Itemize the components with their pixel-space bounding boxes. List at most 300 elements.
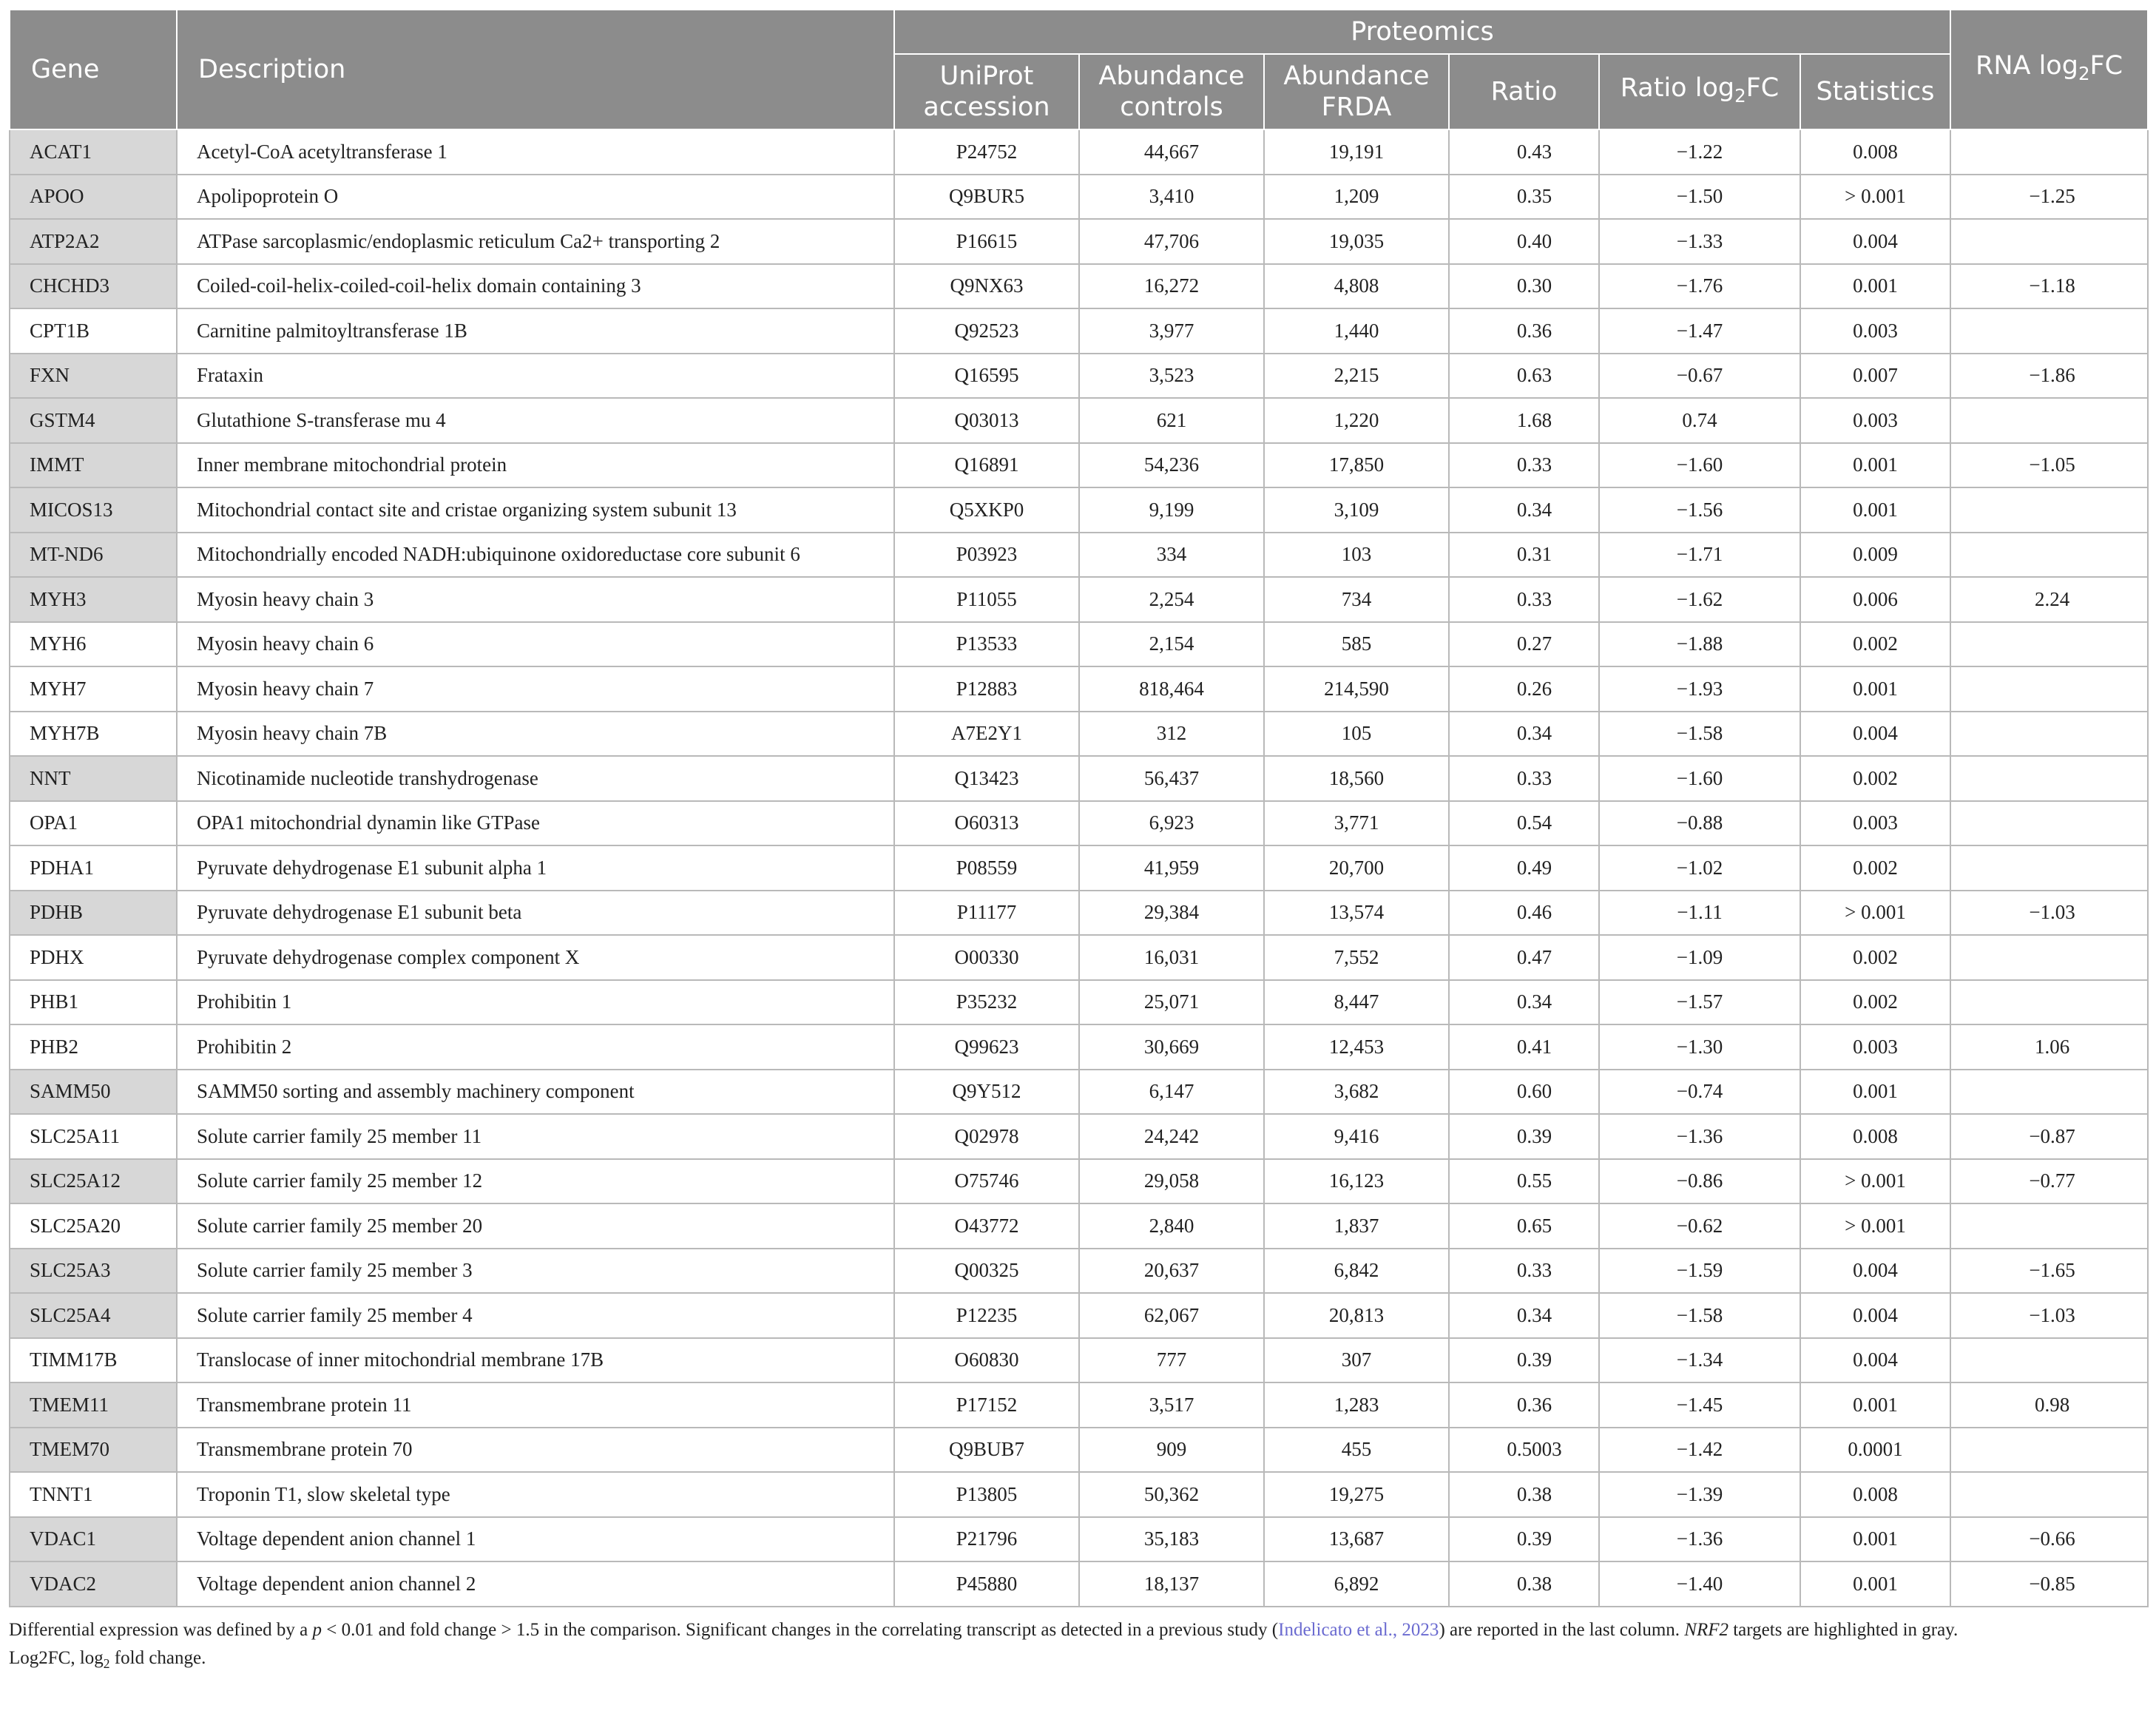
cell-ratio-log2fc: −1.93	[1599, 666, 1800, 712]
cell-statistics: 0.001	[1800, 1517, 1950, 1562]
cell-abundance-frda: 12,453	[1264, 1024, 1449, 1070]
cell-ratio-log2fc: 0.74	[1599, 398, 1800, 443]
cell-ratio-log2fc: −1.36	[1599, 1517, 1800, 1562]
cell-gene: IMMT	[10, 443, 177, 488]
table-row	[10, 666, 2148, 712]
cell-statistics: 0.001	[1800, 1070, 1950, 1115]
cell-ratio-log2fc: −1.62	[1599, 577, 1800, 622]
cell-description: Voltage dependent anion channel 2	[177, 1561, 894, 1607]
cell-ratio-log2fc: −1.50	[1599, 175, 1800, 220]
table-row	[10, 1293, 2148, 1338]
cell-statistics: 0.004	[1800, 1338, 1950, 1383]
cell-statistics: 0.001	[1800, 443, 1950, 488]
cell-description: Solute carrier family 25 member 11	[177, 1114, 894, 1159]
cell-ratio-log2fc: −1.42	[1599, 1428, 1800, 1473]
cell-statistics: 0.003	[1800, 398, 1950, 443]
cell-uniprot: A7E2Y1	[894, 712, 1079, 757]
cell-uniprot: Q13423	[894, 756, 1079, 801]
cell-rna-log2fc	[1950, 487, 2148, 533]
cell-uniprot: Q5XKP0	[894, 487, 1079, 533]
cell-abundance-frda: 8,447	[1264, 980, 1449, 1025]
cell-rna-log2fc	[1950, 666, 2148, 712]
table-row	[10, 129, 2148, 175]
cell-ratio-log2fc: −1.60	[1599, 756, 1800, 801]
cell-uniprot: P21796	[894, 1517, 1079, 1562]
cell-abundance-controls: 909	[1079, 1428, 1264, 1473]
cell-statistics: 0.007	[1800, 354, 1950, 399]
cell-ratio-log2fc: −1.09	[1599, 935, 1800, 980]
table-row	[10, 487, 2148, 533]
cell-description: Prohibitin 1	[177, 980, 894, 1025]
cell-rna-log2fc	[1950, 398, 2148, 443]
cell-uniprot: O75746	[894, 1159, 1079, 1204]
cell-ratio: 0.5003	[1449, 1428, 1599, 1473]
cell-statistics: > 0.001	[1800, 1159, 1950, 1204]
cell-abundance-frda: 1,209	[1264, 175, 1449, 220]
cell-ratio-log2fc: −1.39	[1599, 1472, 1800, 1517]
cell-ratio: 0.34	[1449, 1293, 1599, 1338]
cell-abundance-controls: 18,137	[1079, 1561, 1264, 1607]
cell-rna-log2fc	[1950, 712, 2148, 757]
table-row	[10, 756, 2148, 801]
proteomics-table	[9, 9, 2149, 1607]
cell-uniprot: P11055	[894, 577, 1079, 622]
cell-abundance-controls: 41,959	[1079, 845, 1264, 891]
cell-abundance-controls: 44,667	[1079, 129, 1264, 175]
cell-abundance-controls: 47,706	[1079, 219, 1264, 264]
cell-rna-log2fc	[1950, 1428, 2148, 1473]
cell-abundance-frda: 585	[1264, 622, 1449, 667]
cell-ratio-log2fc: −1.58	[1599, 1293, 1800, 1338]
cell-description: Pyruvate dehydrogenase complex component X	[177, 935, 894, 980]
table-row	[10, 1024, 2148, 1070]
cell-description: Carnitine palmitoyltransferase 1B	[177, 308, 894, 354]
cell-rna-log2fc	[1950, 129, 2148, 175]
cell-abundance-controls: 818,464	[1079, 666, 1264, 712]
cell-abundance-frda: 4,808	[1264, 264, 1449, 309]
cell-gene: PHB2	[10, 1024, 177, 1070]
cell-description: Transmembrane protein 70	[177, 1428, 894, 1473]
cell-abundance-controls: 777	[1079, 1338, 1264, 1383]
cell-description: Voltage dependent anion channel 1	[177, 1517, 894, 1562]
cell-description: Mitochondrially encoded NADH:ubiquinone oxidoreductase core subunit 6	[177, 533, 894, 578]
cell-uniprot: Q16891	[894, 443, 1079, 488]
cell-abundance-frda: 19,191	[1264, 129, 1449, 175]
cell-gene: MYH3	[10, 577, 177, 622]
cell-abundance-controls: 3,517	[1079, 1382, 1264, 1428]
table-row	[10, 712, 2148, 757]
cell-abundance-frda: 16,123	[1264, 1159, 1449, 1204]
cell-ratio: 0.34	[1449, 712, 1599, 757]
cell-abundance-controls: 62,067	[1079, 1293, 1264, 1338]
cell-abundance-frda: 105	[1264, 712, 1449, 757]
cell-rna-log2fc	[1950, 1338, 2148, 1383]
cell-uniprot: P12235	[894, 1293, 1079, 1338]
cell-ratio: 0.31	[1449, 533, 1599, 578]
cell-abundance-controls: 56,437	[1079, 756, 1264, 801]
cell-description: ATPase sarcoplasmic/endoplasmic reticulum Ca2+ transporting 2	[177, 219, 894, 264]
cell-ratio-log2fc: −0.86	[1599, 1159, 1800, 1204]
cell-abundance-controls: 334	[1079, 533, 1264, 578]
cell-gene: VDAC1	[10, 1517, 177, 1562]
cell-statistics: 0.003	[1800, 308, 1950, 354]
cell-ratio: 0.35	[1449, 175, 1599, 220]
cell-statistics: 0.004	[1800, 712, 1950, 757]
table-row	[10, 443, 2148, 488]
cell-abundance-frda: 3,109	[1264, 487, 1449, 533]
cell-statistics: 0.003	[1800, 1024, 1950, 1070]
cell-gene: TNNT1	[10, 1472, 177, 1517]
table-row	[10, 577, 2148, 622]
cell-ratio-log2fc: −0.62	[1599, 1203, 1800, 1249]
cell-statistics: 0.004	[1800, 219, 1950, 264]
cell-ratio: 0.39	[1449, 1114, 1599, 1159]
table-container	[9, 9, 2147, 1678]
cell-rna-log2fc: −1.05	[1950, 443, 2148, 488]
cell-statistics: 0.003	[1800, 801, 1950, 846]
cell-ratio: 0.36	[1449, 308, 1599, 354]
cell-abundance-controls: 29,384	[1079, 891, 1264, 936]
cell-uniprot: Q9BUB7	[894, 1428, 1079, 1473]
cell-uniprot: Q9NX63	[894, 264, 1079, 309]
cell-ratio: 1.68	[1449, 398, 1599, 443]
cell-statistics: 0.002	[1800, 980, 1950, 1025]
table-row	[10, 935, 2148, 980]
cell-statistics: 0.008	[1800, 1472, 1950, 1517]
table-row	[10, 1472, 2148, 1517]
cell-gene: PDHB	[10, 891, 177, 936]
cell-ratio: 0.36	[1449, 1382, 1599, 1428]
cell-description: Coiled-coil-helix-coiled-coil-helix domain containing 3	[177, 264, 894, 309]
table-row	[10, 1203, 2148, 1249]
cell-description: Solute carrier family 25 member 3	[177, 1249, 894, 1294]
cell-ratio: 0.40	[1449, 219, 1599, 264]
cell-rna-log2fc	[1950, 756, 2148, 801]
cell-statistics: > 0.001	[1800, 175, 1950, 220]
table-row	[10, 980, 2148, 1025]
cell-ratio-log2fc: −1.30	[1599, 1024, 1800, 1070]
cell-rna-log2fc: −1.18	[1950, 264, 2148, 309]
cell-statistics: 0.004	[1800, 1249, 1950, 1294]
cell-ratio-log2fc: −1.45	[1599, 1382, 1800, 1428]
cell-ratio: 0.34	[1449, 487, 1599, 533]
cell-statistics: 0.001	[1800, 666, 1950, 712]
cell-gene: SLC25A20	[10, 1203, 177, 1249]
cell-ratio: 0.47	[1449, 935, 1599, 980]
cell-statistics: 0.002	[1800, 622, 1950, 667]
cell-statistics: 0.0001	[1800, 1428, 1950, 1473]
cell-rna-log2fc	[1950, 308, 2148, 354]
cell-description: Frataxin	[177, 354, 894, 399]
cell-ratio-log2fc: −1.02	[1599, 845, 1800, 891]
cell-rna-log2fc	[1950, 980, 2148, 1025]
cell-rna-log2fc	[1950, 1203, 2148, 1249]
cell-gene: OPA1	[10, 801, 177, 846]
cell-abundance-frda: 1,837	[1264, 1203, 1449, 1249]
cell-abundance-controls: 25,071	[1079, 980, 1264, 1025]
cell-abundance-controls: 621	[1079, 398, 1264, 443]
cell-uniprot: Q03013	[894, 398, 1079, 443]
table-row	[10, 219, 2148, 264]
cell-description: SAMM50 sorting and assembly machinery component	[177, 1070, 894, 1115]
cell-gene: SAMM50	[10, 1070, 177, 1115]
cell-uniprot: P35232	[894, 980, 1079, 1025]
cell-abundance-frda: 7,552	[1264, 935, 1449, 980]
cell-ratio-log2fc: −0.88	[1599, 801, 1800, 846]
cell-abundance-controls: 6,147	[1079, 1070, 1264, 1115]
cell-description: Pyruvate dehydrogenase E1 subunit alpha 1	[177, 845, 894, 891]
cell-description: Prohibitin 2	[177, 1024, 894, 1070]
cell-statistics: > 0.001	[1800, 1203, 1950, 1249]
cell-ratio: 0.38	[1449, 1561, 1599, 1607]
cell-abundance-controls: 6,923	[1079, 801, 1264, 846]
cell-uniprot: P45880	[894, 1561, 1079, 1607]
cell-gene: TMEM70	[10, 1428, 177, 1473]
cell-ratio-log2fc: −1.47	[1599, 308, 1800, 354]
cell-statistics: 0.002	[1800, 935, 1950, 980]
cell-rna-log2fc: −1.25	[1950, 175, 2148, 220]
cell-gene: CHCHD3	[10, 264, 177, 309]
cell-abundance-frda: 3,682	[1264, 1070, 1449, 1115]
cell-uniprot: O00330	[894, 935, 1079, 980]
cell-gene: FXN	[10, 354, 177, 399]
cell-description: Pyruvate dehydrogenase E1 subunit beta	[177, 891, 894, 936]
cell-abundance-controls: 20,637	[1079, 1249, 1264, 1294]
cell-abundance-frda: 214,590	[1264, 666, 1449, 712]
cell-ratio: 0.41	[1449, 1024, 1599, 1070]
cell-uniprot: Q99623	[894, 1024, 1079, 1070]
cell-ratio-log2fc: −1.76	[1599, 264, 1800, 309]
cell-uniprot: Q16595	[894, 354, 1079, 399]
cell-statistics: 0.001	[1800, 487, 1950, 533]
cell-ratio-log2fc: −1.33	[1599, 219, 1800, 264]
cell-uniprot: P08559	[894, 845, 1079, 891]
header-gene: Gene	[10, 10, 177, 129]
cell-ratio-log2fc: −1.22	[1599, 129, 1800, 175]
cell-ratio-log2fc: −1.34	[1599, 1338, 1800, 1383]
cell-abundance-controls: 16,272	[1079, 264, 1264, 309]
cell-statistics: 0.001	[1800, 1561, 1950, 1607]
cell-abundance-frda: 455	[1264, 1428, 1449, 1473]
cell-abundance-frda: 17,850	[1264, 443, 1449, 488]
cell-abundance-controls: 312	[1079, 712, 1264, 757]
cell-gene: VDAC2	[10, 1561, 177, 1607]
cell-uniprot: O43772	[894, 1203, 1079, 1249]
table-row	[10, 891, 2148, 936]
cell-gene: GSTM4	[10, 398, 177, 443]
cell-ratio-log2fc: −1.57	[1599, 980, 1800, 1025]
cell-ratio: 0.39	[1449, 1517, 1599, 1562]
cell-ratio: 0.43	[1449, 129, 1599, 175]
cell-ratio: 0.39	[1449, 1338, 1599, 1383]
cell-abundance-frda: 1,220	[1264, 398, 1449, 443]
cell-rna-log2fc	[1950, 1070, 2148, 1115]
cell-abundance-frda: 13,687	[1264, 1517, 1449, 1562]
cell-gene: TIMM17B	[10, 1338, 177, 1383]
cell-ratio-log2fc: −1.11	[1599, 891, 1800, 936]
cell-ratio-log2fc: −1.40	[1599, 1561, 1800, 1607]
cell-abundance-controls: 3,977	[1079, 308, 1264, 354]
header-uniprot: UniProt accession	[894, 54, 1079, 129]
cell-uniprot: P24752	[894, 129, 1079, 175]
cell-statistics: 0.008	[1800, 1114, 1950, 1159]
cell-ratio: 0.60	[1449, 1070, 1599, 1115]
cell-ratio-log2fc: −1.56	[1599, 487, 1800, 533]
cell-description: Solute carrier family 25 member 20	[177, 1203, 894, 1249]
cell-gene: NNT	[10, 756, 177, 801]
cell-abundance-frda: 3,771	[1264, 801, 1449, 846]
cell-abundance-frda: 18,560	[1264, 756, 1449, 801]
cell-gene: ACAT1	[10, 129, 177, 175]
cell-abundance-controls: 3,523	[1079, 354, 1264, 399]
cell-gene: MYH7	[10, 666, 177, 712]
cell-abundance-controls: 2,154	[1079, 622, 1264, 667]
cell-statistics: 0.006	[1800, 577, 1950, 622]
table-row	[10, 354, 2148, 399]
footnote-line-1: Differential expression was defined by a p < 0.01 and fold change > 1.5 in the comparison. Significant changes in the correlating transcript as detected in a previous study (Indelicato et al., 2023) are reported in the last column. NRF2 targets are highlighted in gray.	[9, 1619, 1959, 1640]
cell-abundance-controls: 30,669	[1079, 1024, 1264, 1070]
cell-abundance-controls: 16,031	[1079, 935, 1264, 980]
cell-gene: SLC25A11	[10, 1114, 177, 1159]
cell-ratio-log2fc: −1.36	[1599, 1114, 1800, 1159]
table-row	[10, 308, 2148, 354]
cell-ratio: 0.63	[1449, 354, 1599, 399]
cell-abundance-controls: 9,199	[1079, 487, 1264, 533]
cell-ratio: 0.38	[1449, 1472, 1599, 1517]
cell-abundance-frda: 307	[1264, 1338, 1449, 1383]
cell-description: Acetyl-CoA acetyltransferase 1	[177, 129, 894, 175]
cell-rna-log2fc: −1.03	[1950, 1293, 2148, 1338]
cell-statistics: 0.004	[1800, 1293, 1950, 1338]
cell-statistics: 0.001	[1800, 1382, 1950, 1428]
cell-abundance-frda: 6,842	[1264, 1249, 1449, 1294]
table-row	[10, 1561, 2148, 1607]
cell-rna-log2fc: 0.98	[1950, 1382, 2148, 1428]
cell-uniprot: P03923	[894, 533, 1079, 578]
cell-abundance-frda: 103	[1264, 533, 1449, 578]
cell-abundance-frda: 20,813	[1264, 1293, 1449, 1338]
cell-uniprot: Q00325	[894, 1249, 1079, 1294]
cell-statistics: > 0.001	[1800, 891, 1950, 936]
cell-gene: SLC25A12	[10, 1159, 177, 1204]
cell-statistics: 0.008	[1800, 129, 1950, 175]
cell-rna-log2fc: −0.87	[1950, 1114, 2148, 1159]
cell-description: Apolipoprotein O	[177, 175, 894, 220]
cell-abundance-controls: 35,183	[1079, 1517, 1264, 1562]
table-row	[10, 175, 2148, 220]
cell-abundance-controls: 2,254	[1079, 577, 1264, 622]
cell-uniprot: P12883	[894, 666, 1079, 712]
cell-rna-log2fc	[1950, 801, 2148, 846]
cell-gene: APOO	[10, 175, 177, 220]
cell-uniprot: P13805	[894, 1472, 1079, 1517]
cell-abundance-frda: 6,892	[1264, 1561, 1449, 1607]
cell-abundance-frda: 2,215	[1264, 354, 1449, 399]
header-abundance-frda: Abundance FRDA	[1264, 54, 1449, 129]
cell-description: Myosin heavy chain 7B	[177, 712, 894, 757]
table-row	[10, 1382, 2148, 1428]
table-row	[10, 264, 2148, 309]
cell-ratio-log2fc: −1.60	[1599, 443, 1800, 488]
cell-rna-log2fc	[1950, 935, 2148, 980]
cell-abundance-controls: 3,410	[1079, 175, 1264, 220]
reference-link[interactable]: Indelicato et al., 2023	[1278, 1619, 1439, 1640]
cell-statistics: 0.002	[1800, 845, 1950, 891]
cell-ratio-log2fc: −1.58	[1599, 712, 1800, 757]
cell-abundance-frda: 9,416	[1264, 1114, 1449, 1159]
header-ratio: Ratio	[1449, 54, 1599, 129]
cell-description: Mitochondrial contact site and cristae organizing system subunit 13	[177, 487, 894, 533]
footnote-line-2: Log2FC, $\log_2$ fold change.	[9, 1647, 206, 1671]
cell-gene: SLC25A4	[10, 1293, 177, 1338]
cell-description: Myosin heavy chain 7	[177, 666, 894, 712]
table-row	[10, 398, 2148, 443]
cell-rna-log2fc	[1950, 533, 2148, 578]
cell-rna-log2fc	[1950, 1472, 2148, 1517]
cell-statistics: 0.009	[1800, 533, 1950, 578]
cell-gene: MICOS13	[10, 487, 177, 533]
header-description: Description	[177, 10, 894, 129]
cell-ratio: 0.46	[1449, 891, 1599, 936]
cell-abundance-frda: 20,700	[1264, 845, 1449, 891]
cell-uniprot: P13533	[894, 622, 1079, 667]
cell-uniprot: O60313	[894, 801, 1079, 846]
cell-ratio: 0.30	[1449, 264, 1599, 309]
table-row	[10, 1070, 2148, 1115]
cell-uniprot: Q9BUR5	[894, 175, 1079, 220]
cell-description: Solute carrier family 25 member 12	[177, 1159, 894, 1204]
cell-description: Nicotinamide nucleotide transhydrogenase	[177, 756, 894, 801]
cell-abundance-frda: 19,035	[1264, 219, 1449, 264]
table-row	[10, 1114, 2148, 1159]
header-proteomics: Proteomics	[894, 10, 1950, 54]
cell-ratio-log2fc: −0.74	[1599, 1070, 1800, 1115]
cell-uniprot: P16615	[894, 219, 1079, 264]
cell-description: Solute carrier family 25 member 4	[177, 1293, 894, 1338]
cell-ratio-log2fc: −1.88	[1599, 622, 1800, 667]
cell-gene: MT-ND6	[10, 533, 177, 578]
cell-rna-log2fc: −0.77	[1950, 1159, 2148, 1204]
cell-ratio: 0.33	[1449, 756, 1599, 801]
cell-description: Myosin heavy chain 6	[177, 622, 894, 667]
cell-description: Myosin heavy chain 3	[177, 577, 894, 622]
cell-abundance-controls: 29,058	[1079, 1159, 1264, 1204]
table-body	[10, 129, 2148, 1607]
cell-gene: PDHX	[10, 935, 177, 980]
cell-ratio: 0.26	[1449, 666, 1599, 712]
cell-abundance-controls: 2,840	[1079, 1203, 1264, 1249]
cell-ratio: 0.65	[1449, 1203, 1599, 1249]
cell-uniprot: P17152	[894, 1382, 1079, 1428]
cell-statistics: 0.002	[1800, 756, 1950, 801]
header-abundance-controls: Abundance controls	[1079, 54, 1264, 129]
cell-uniprot: P11177	[894, 891, 1079, 936]
cell-description: Translocase of inner mitochondrial membrane 17B	[177, 1338, 894, 1383]
cell-abundance-frda: 19,275	[1264, 1472, 1449, 1517]
cell-rna-log2fc: −1.86	[1950, 354, 2148, 399]
cell-rna-log2fc: 2.24	[1950, 577, 2148, 622]
cell-description: Inner membrane mitochondrial protein	[177, 443, 894, 488]
cell-gene: MYH6	[10, 622, 177, 667]
cell-rna-log2fc	[1950, 622, 2148, 667]
table-row	[10, 1338, 2148, 1383]
cell-uniprot: Q02978	[894, 1114, 1079, 1159]
cell-abundance-frda: 1,440	[1264, 308, 1449, 354]
cell-rna-log2fc: 1.06	[1950, 1024, 2148, 1070]
cell-uniprot: Q92523	[894, 308, 1079, 354]
cell-description: Troponin T1, slow skeletal type	[177, 1472, 894, 1517]
cell-abundance-frda: 734	[1264, 577, 1449, 622]
